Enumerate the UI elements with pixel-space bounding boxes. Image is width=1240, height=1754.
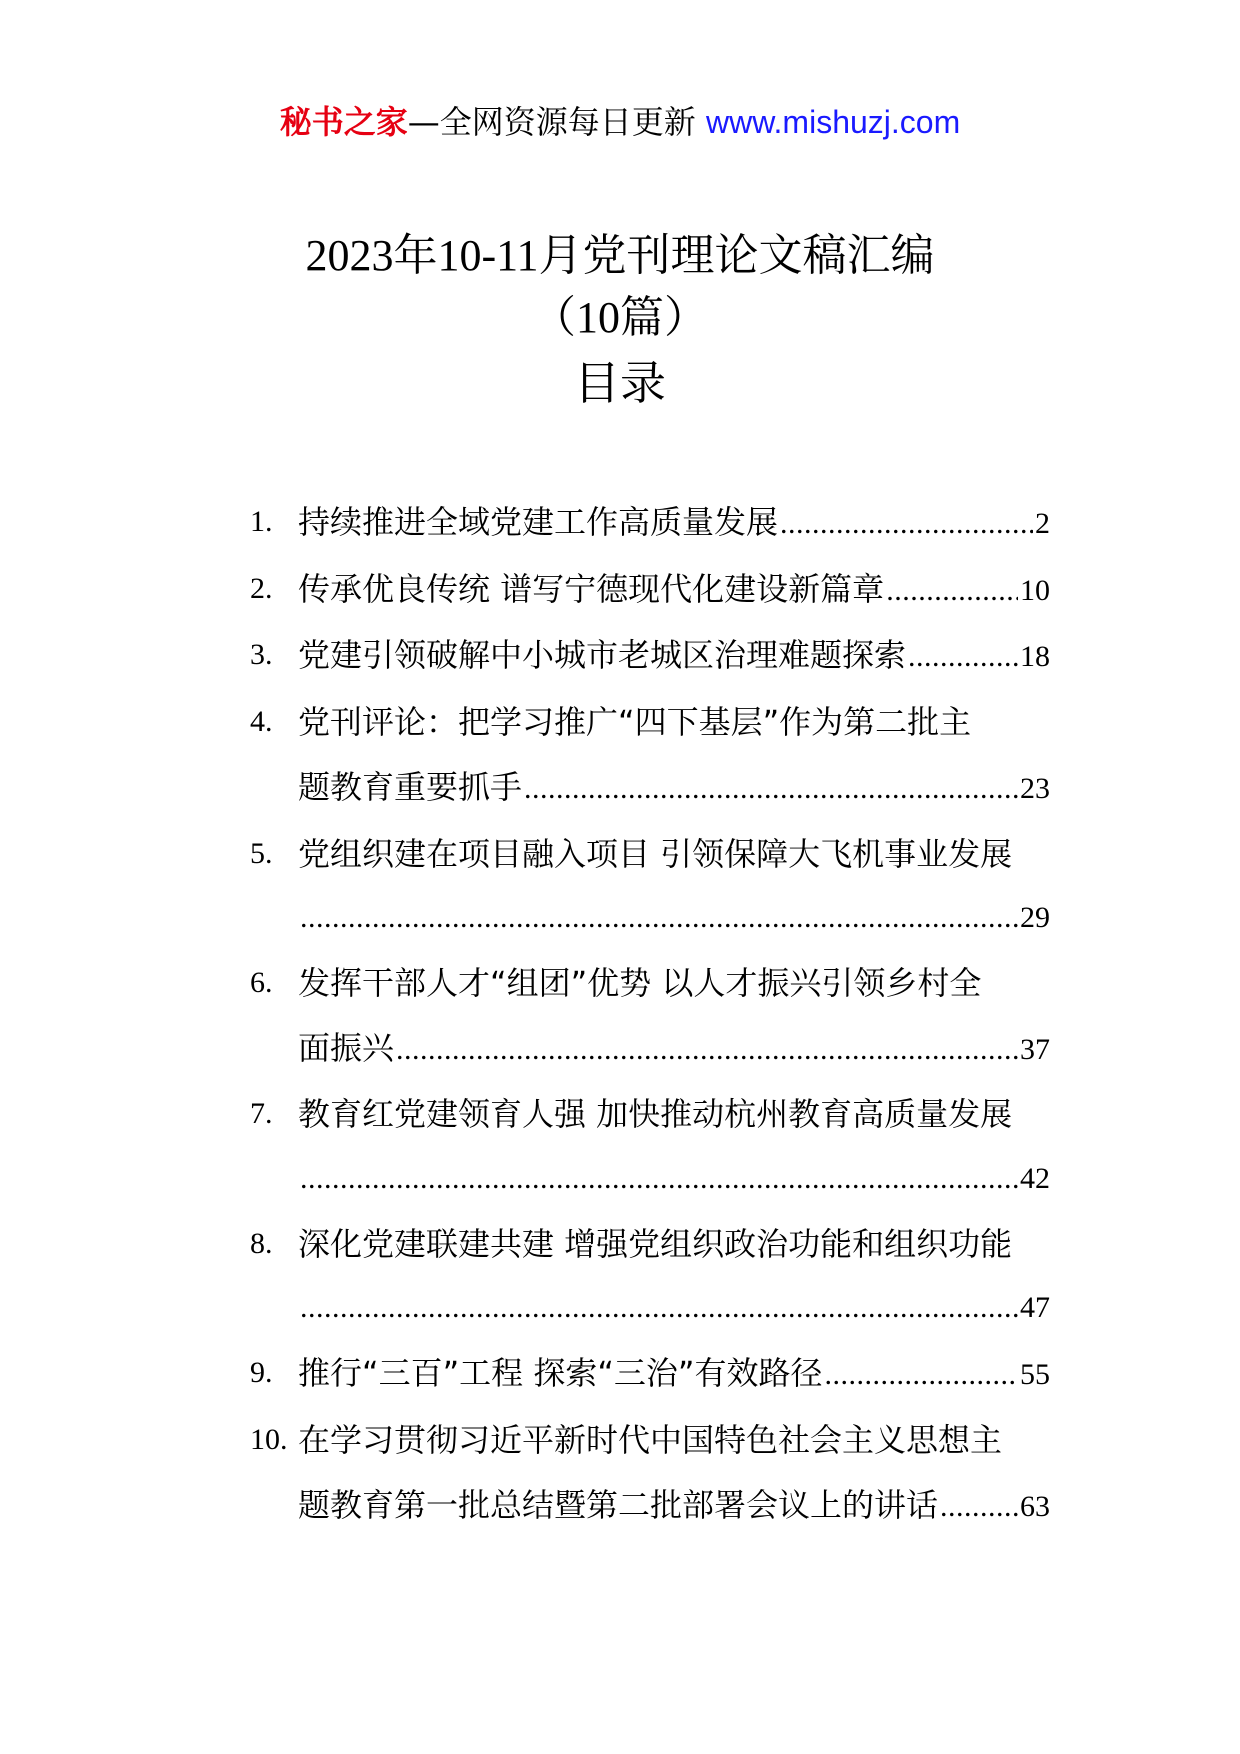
document-title-block: [0, 225, 1240, 415]
toc-page-number: 55: [1020, 1358, 1050, 1392]
toc-entry-line: [298, 1147, 1050, 1212]
toc-entry[interactable]: [250, 951, 1050, 1082]
toc-entry-title: 党刊评论：把学习推广“四下基层”作为第二批主: [298, 703, 972, 742]
toc-entry[interactable]: [250, 1212, 1050, 1341]
toc-entry-number: 5.: [250, 836, 273, 870]
toc-entry-line: [298, 886, 1050, 951]
toc-entry-title: 题教育重要抓手: [298, 767, 523, 806]
toc-dot-leader: [908, 625, 1018, 690]
toc-entry-title: 发挥干部人才“组团”优势 以人才振兴引领乡村全: [298, 963, 982, 1002]
subtitle-open-paren: （: [532, 292, 576, 343]
toc-page-number: 63: [1020, 1489, 1050, 1523]
toc-entry-number: 9.: [250, 1356, 273, 1390]
document-subtitle: [0, 287, 1240, 349]
toc-entry-title: 在学习贯彻习近平新时代中国特色社会主义思想主: [298, 1420, 1003, 1459]
subtitle-count: 10: [576, 293, 620, 342]
toc-page-number: 18: [1020, 640, 1050, 674]
toc-dot-leader: [396, 1018, 1018, 1083]
toc-entry-title: 党建引领破解中小城市老城区治理难题探索: [298, 636, 907, 675]
toc-dot-leader: [300, 1276, 1018, 1341]
toc-dot-leader: [940, 1475, 1018, 1540]
toc-entry-number: 7.: [250, 1097, 273, 1131]
toc-entry-line: [298, 1082, 1050, 1147]
title-month-range: 10-11: [437, 231, 539, 280]
toc-entry-number: 8.: [250, 1226, 273, 1260]
toc-dot-leader: [300, 886, 1018, 951]
title-main-text: 月党刊理论文稿汇编: [538, 230, 935, 281]
toc-entry[interactable]: [250, 1082, 1050, 1211]
toc-heading: 目录: [574, 356, 666, 410]
toc-entry-line: [298, 1016, 1050, 1083]
toc-entry[interactable]: [250, 557, 1050, 624]
toc-dot-leader: [524, 757, 1018, 822]
toc-entry-line: [298, 623, 1050, 690]
toc-entry-line: [298, 1473, 1050, 1540]
toc-entry-title: 持续推进全域党建工作高质量发展: [298, 503, 779, 541]
toc-page-number: 2: [1035, 507, 1050, 540]
toc-entry-title: 传承优良传统 谱写宁德现代化建设新篇章: [298, 569, 885, 608]
toc-entry[interactable]: [250, 822, 1050, 951]
toc-dot-leader: [780, 492, 1033, 557]
toc-entry[interactable]: [250, 1408, 1050, 1539]
toc-entry-title: 党组织建在项目融入项目 引领保障大飞机事业发展: [298, 834, 1013, 873]
toc-entry[interactable]: [250, 623, 1050, 690]
toc-entry-title: 深化党建联建共建 增强党组织政治功能和组织功能: [298, 1224, 1013, 1263]
toc-entry-number: 4.: [250, 705, 273, 739]
toc-dot-leader: [825, 1343, 1019, 1408]
toc-page-number: 42: [1020, 1162, 1050, 1196]
toc-entry-line: [298, 1276, 1050, 1341]
toc-entry-line: [298, 1341, 1050, 1408]
subtitle-close: 篇）: [620, 292, 708, 343]
toc-page-number: 37: [1020, 1032, 1050, 1066]
toc-entry-line: [298, 557, 1050, 624]
toc-entry-title: 教育红党建领育人强 加快推动杭州教育高质量发展: [298, 1095, 1013, 1134]
header-banner: [0, 100, 1240, 144]
toc-entry-title: 推行“三百”工程 探索“三治”有效路径: [298, 1354, 823, 1393]
toc-entry-line: [298, 1408, 1050, 1473]
toc-entry-number: 6.: [250, 965, 273, 999]
banner-tagline: —全网资源每日更新: [407, 103, 706, 141]
toc-entry-line: [298, 690, 1050, 755]
toc-entry-line: [298, 755, 1050, 822]
toc-dot-leader: [300, 1147, 1018, 1212]
toc-entry-number: 10.: [250, 1422, 288, 1456]
title-year-suffix: 年: [393, 230, 438, 281]
toc-entry-title: 面振兴: [298, 1028, 395, 1067]
website-link[interactable]: www.mishuzj.com: [705, 104, 961, 140]
toc-entry[interactable]: [250, 1341, 1050, 1408]
toc-entry[interactable]: [250, 490, 1050, 557]
document-title: [0, 225, 1240, 287]
brand-name: 秘书之家: [279, 103, 408, 141]
toc-page-number: 47: [1020, 1291, 1050, 1325]
title-year: 2023: [305, 231, 394, 280]
toc-page-number: 29: [1020, 901, 1050, 935]
toc-entry-line: [298, 1212, 1050, 1277]
table-of-contents: [250, 490, 1050, 1539]
toc-dot-leader: [886, 559, 1018, 624]
toc-entry-title: 题教育第一批总结暨第二批部署会议上的讲话: [298, 1485, 939, 1524]
toc-entry[interactable]: [250, 690, 1050, 821]
toc-entry-line: [298, 822, 1050, 887]
toc-entry-line: [298, 951, 1050, 1016]
toc-page-number: 10: [1020, 573, 1050, 607]
toc-entry-number: 1.: [250, 505, 273, 538]
toc-page-number: 23: [1020, 771, 1050, 805]
toc-entry-line: [298, 490, 1050, 557]
toc-entry-number: 2.: [250, 571, 273, 605]
toc-entry-number: 3.: [250, 638, 273, 672]
